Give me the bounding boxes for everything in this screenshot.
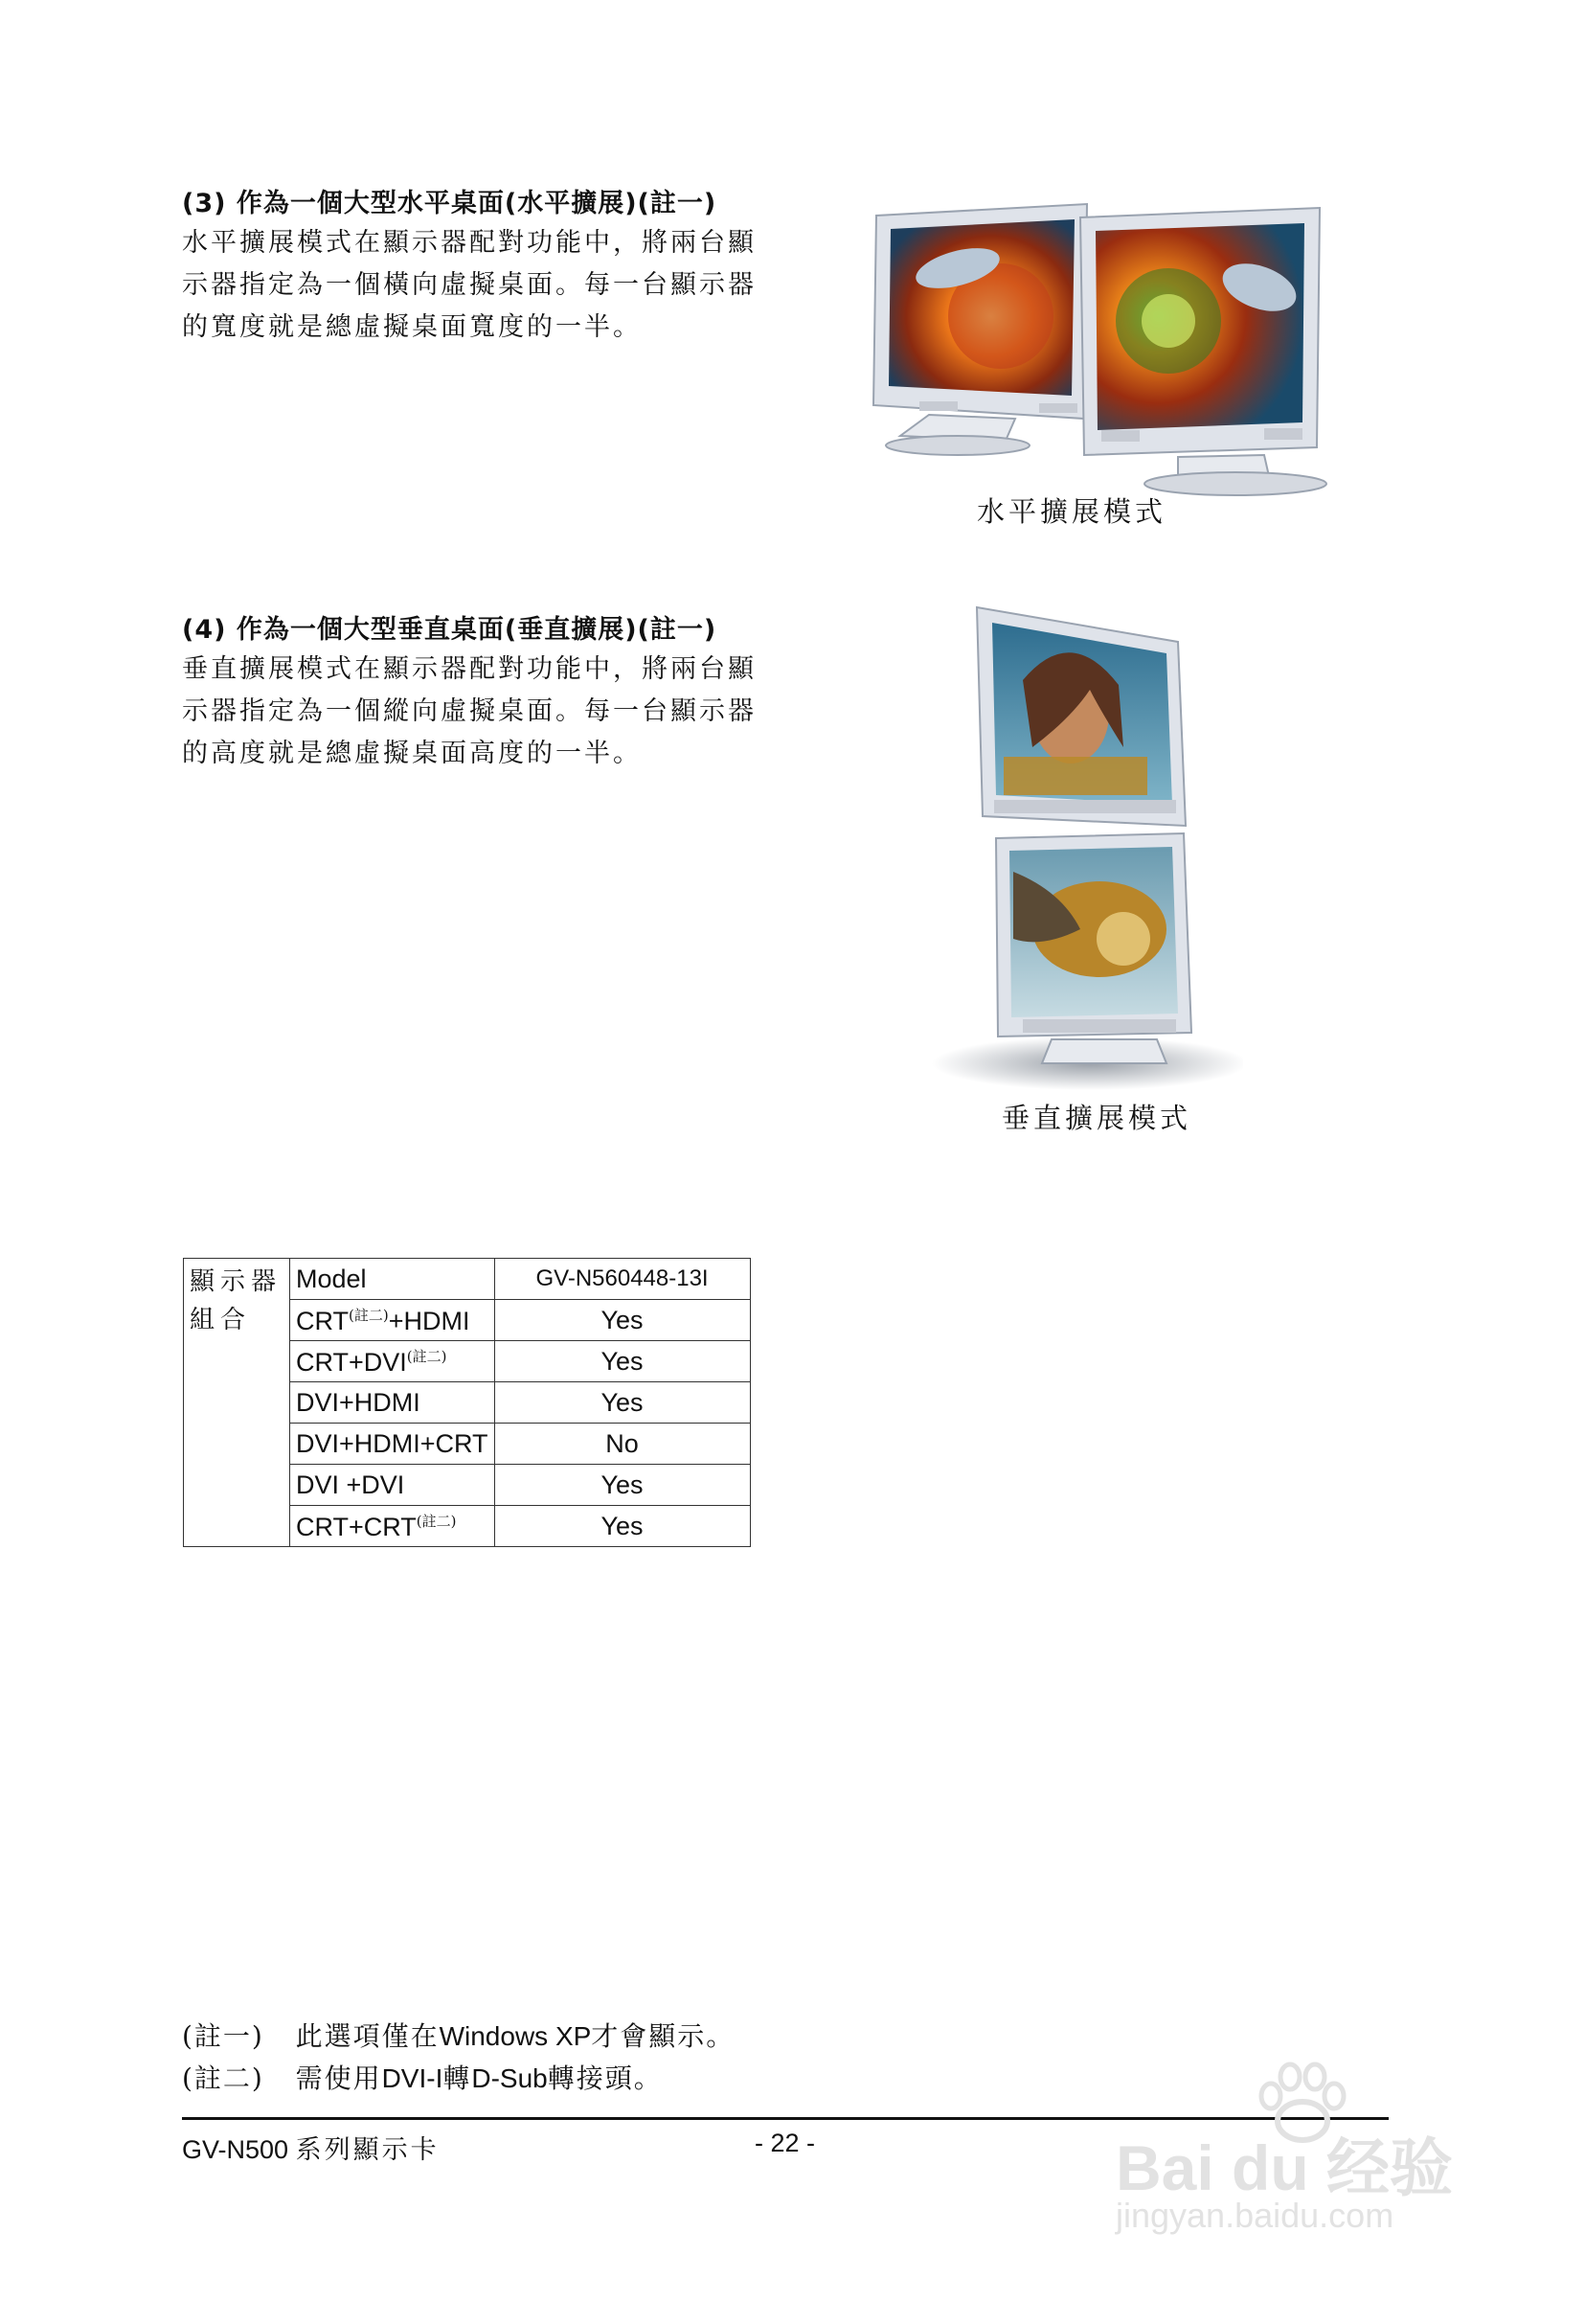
display-combination-table [183,1258,751,1547]
section4-line: 垂直擴展模式在顯示器配對功能中，將兩台顯 [182,654,757,684]
table-cell-value: No [494,1424,750,1465]
section3-title: (3) 作為一個大型水平桌面(水平擴展)(註一) [182,189,717,218]
table-cell-value: Yes [494,1300,750,1341]
table-group-label [184,1259,290,1547]
table-cell-value: Yes [494,1382,750,1424]
table-cell-value: Yes [494,1506,750,1547]
group-label-line: 顯示器 [190,1267,283,1296]
note-1 [182,2016,735,2054]
page-number: - 22 - [755,2129,816,2157]
footer-series: 系列顯示卡 [295,2135,440,2165]
note-1-text: 才會顯示。 [591,2020,736,2052]
note-mark: (註二) [349,1306,389,1324]
section4-paragraph [182,649,804,775]
section4-line: 的高度就是總虛擬桌面高度的一半。 [182,739,642,768]
table-cell-combination: DVI+HDMI [290,1382,495,1424]
note-2-mark: (註二) [182,2062,264,2094]
table-cell-value: Yes [494,1341,750,1382]
table-header-model: Model [290,1259,495,1300]
section3-paragraph [182,222,804,349]
section3-line: 水平擴展模式在顯示器配對功能中，將兩台顯 [182,228,757,258]
watermark-url: jingyan.baidu.com [1116,2196,1394,2235]
note-2-text: 轉 [442,2062,472,2094]
combo-text: CRT+CRT [296,1512,417,1541]
section3-line: 示器指定為一個橫向虛擬桌面。每一台顯示器 [182,270,757,300]
vertical-span-illustration [927,604,1243,1092]
table-header-row [184,1259,751,1300]
table-cell-combination [290,1506,495,1547]
note-1-os: Windows XP [439,2021,592,2051]
horizontal-span-illustration [862,196,1331,503]
note-2 [182,2058,663,2096]
note-2-text: 需使用 [295,2062,382,2094]
note-1-text: 此選項僅在 [295,2020,440,2052]
group-label-line: 組合 [190,1306,252,1334]
table-header-value: GV-N560448-13I [494,1259,750,1300]
section4-title: (4) 作為一個大型垂直桌面(垂直擴展)(註一) [182,615,717,645]
footer-model-number: GV-N500 [182,2135,289,2164]
footer-model [182,2129,440,2166]
vertical-span-caption: 垂直擴展模式 [1002,1102,1192,1134]
table-cell-value: Yes [494,1465,750,1506]
table-cell-combination: DVI+HDMI+CRT [290,1424,495,1465]
note-mark: (註二) [406,1347,447,1365]
note-2-port: D-Sub [471,2063,548,2093]
note-1-mark: (註一) [182,2020,264,2052]
note-mark: (註二) [416,1512,457,1530]
note-2-port: DVI-I [381,2063,443,2093]
combo-text: CRT+DVI [296,1347,407,1377]
table-cell-combination [290,1300,495,1341]
combo-text: +HDMI [388,1306,470,1335]
table-cell-combination: DVI +DVI [290,1465,495,1506]
section4-line: 示器指定為一個縱向虛擬桌面。每一台顯示器 [182,696,757,726]
watermark-brand: Bai du 经验 [1116,2132,1454,2203]
note-2-text: 轉接頭。 [547,2062,663,2094]
section3-line: 的寬度就是總虛擬桌面寬度的一半。 [182,312,642,342]
combo-text: CRT [296,1306,350,1335]
table-cell-combination [290,1341,495,1382]
horizontal-span-caption: 水平擴展模式 [977,495,1167,528]
